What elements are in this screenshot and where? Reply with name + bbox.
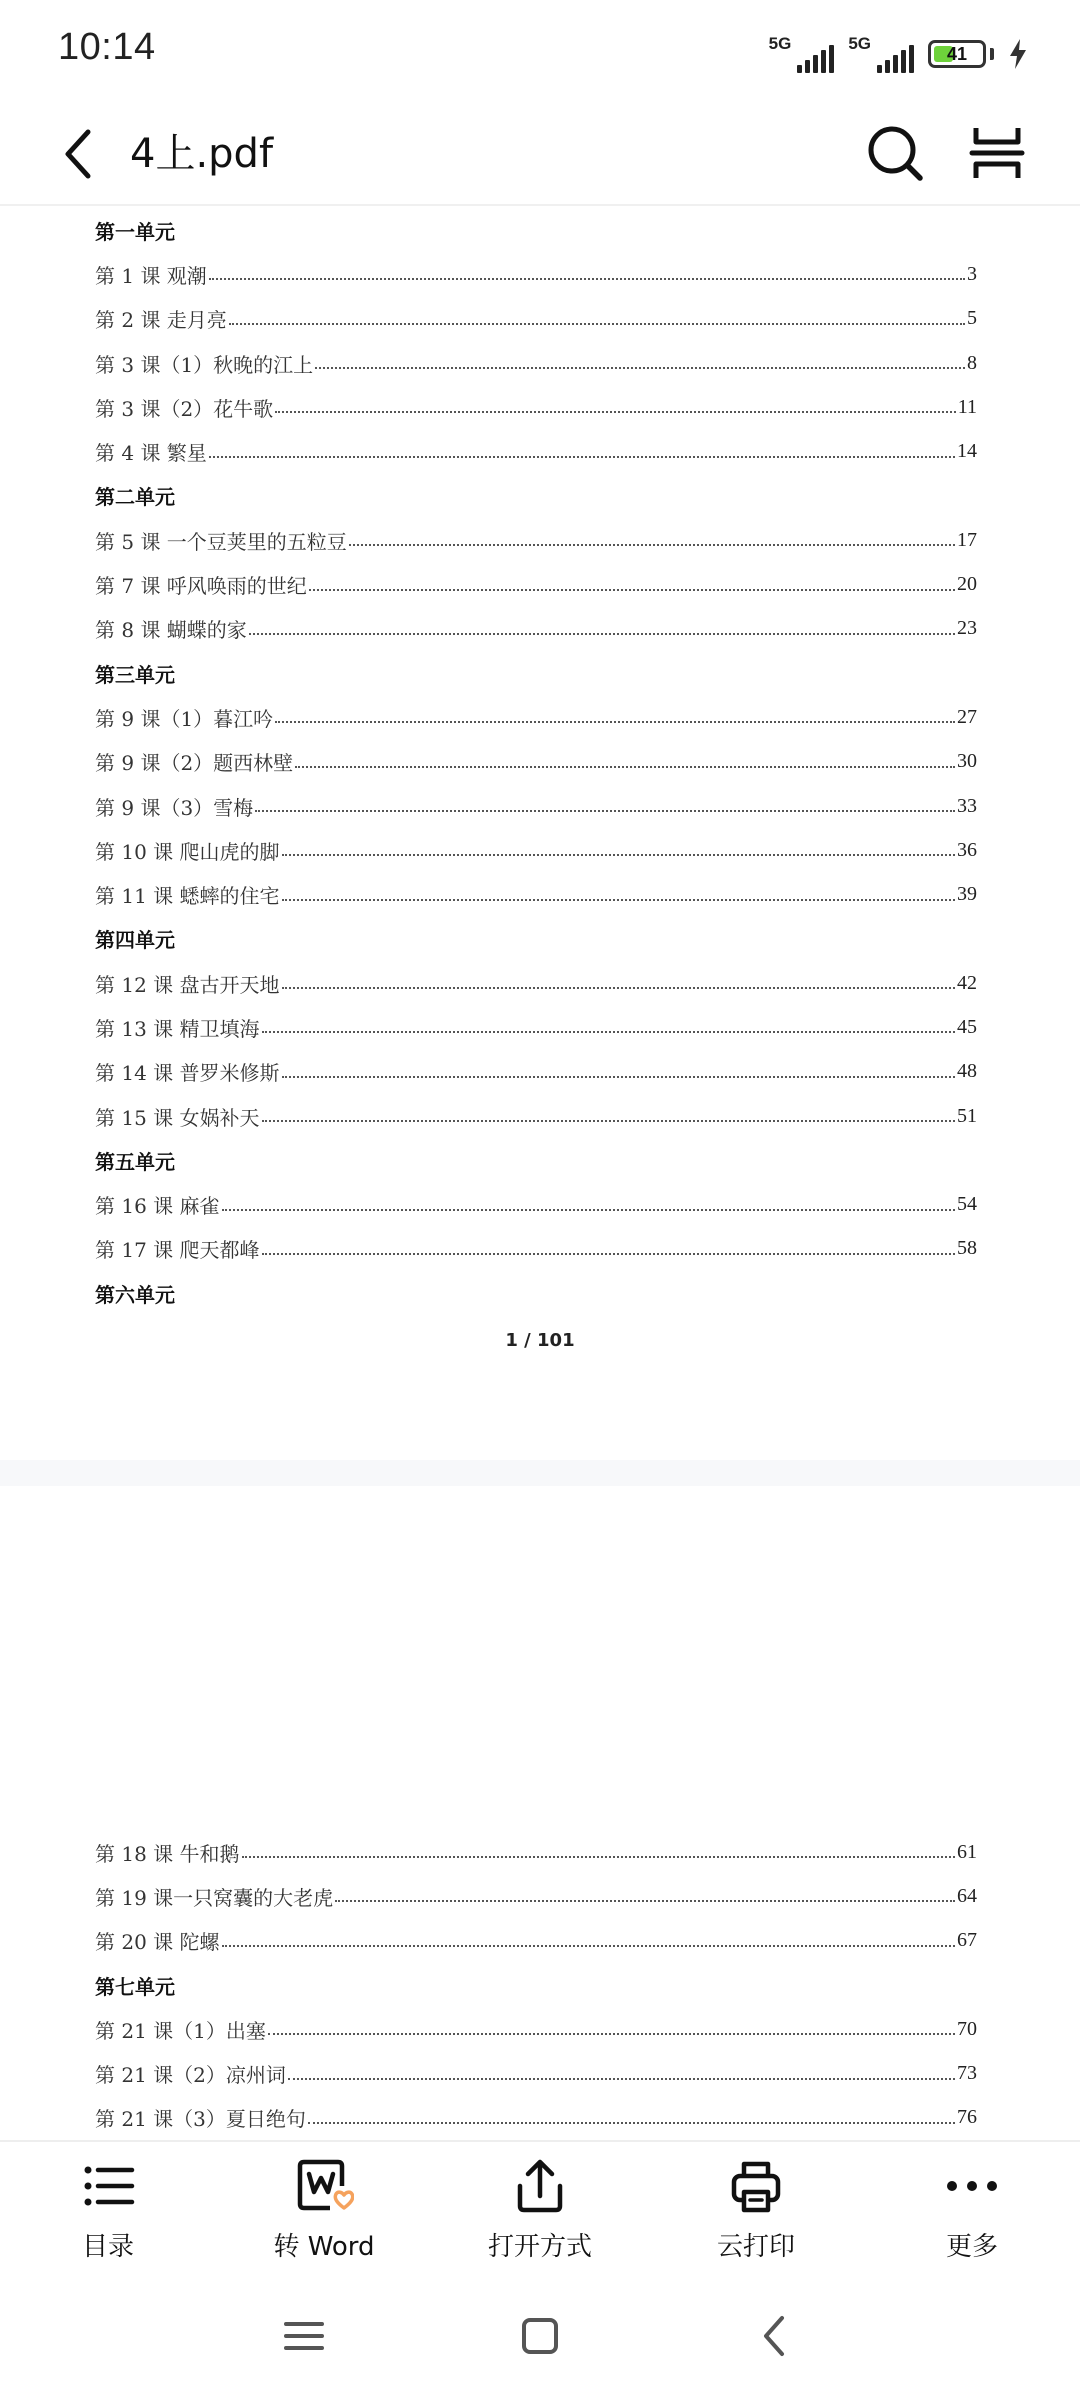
toc-page-number: 48 xyxy=(957,1060,977,1083)
toc-entry[interactable] xyxy=(95,2096,977,2140)
toc-entry[interactable] xyxy=(95,828,977,872)
toc-page-number: 61 xyxy=(957,1840,977,1863)
toc-entry-title: 第 10 课 爬山虎的脚 xyxy=(95,839,280,864)
document-title: 4上.pdf xyxy=(130,131,274,177)
toc-page-number: 73 xyxy=(957,2062,977,2085)
toc-entry-title: 第 9 课（1）暮江吟 xyxy=(95,706,274,731)
toc-page-number: 5 xyxy=(967,307,977,330)
toc-page-number: 58 xyxy=(957,1237,977,1260)
toc-entry-title: 第 21 课（2）凉州词 xyxy=(95,2063,286,2088)
toc-entry[interactable] xyxy=(95,1874,977,1918)
chevron-left-icon xyxy=(50,122,114,186)
table-of-contents xyxy=(95,1830,977,2140)
toc-entry-title: 第 8 课 蝴蝶的家 xyxy=(95,618,247,643)
toc-leader-dots xyxy=(282,899,955,901)
toc-leader-dots xyxy=(275,721,955,723)
bottom-toolbar xyxy=(0,2140,1080,2278)
toc-leader-dots xyxy=(309,589,955,591)
toc-entry-title: 第 21 课（3）夏日绝句 xyxy=(95,2107,306,2132)
toc-entry-title: 第 19 课一只窝囊的大老虎 xyxy=(95,1885,334,1910)
signal-icon xyxy=(848,35,914,73)
toc-leader-dots xyxy=(308,2122,955,2124)
toc-page-number: 64 xyxy=(957,1884,977,1907)
toc-entry[interactable] xyxy=(95,1227,977,1271)
toc-entry[interactable] xyxy=(95,1919,977,1963)
view-mode-button[interactable] xyxy=(962,118,1032,188)
toc-entry-title: 第 1 课 观潮 xyxy=(95,263,207,288)
toc-leader-dots xyxy=(242,1856,955,1858)
pdf-page xyxy=(0,1486,1080,2140)
toc-leader-dots xyxy=(222,1209,955,1211)
toc-entry-title: 第七单元 xyxy=(95,1974,175,1999)
toc-page-number: 76 xyxy=(957,2106,977,2129)
battery-tip xyxy=(990,48,994,60)
toc-page-number: 70 xyxy=(957,2017,977,2040)
toc-leader-dots xyxy=(209,456,955,458)
network-type-label: 5G xyxy=(848,34,871,53)
toc-leader-dots xyxy=(222,1945,955,1947)
toc-page-number: 67 xyxy=(957,1929,977,1952)
page-view-icon xyxy=(962,118,1032,188)
toc-leader-dots xyxy=(249,633,955,635)
home-button[interactable] xyxy=(510,2306,570,2366)
toc-entry-title: 第 7 课 呼风唤雨的世纪 xyxy=(95,574,307,599)
toc-entry-title: 第 16 课 麻雀 xyxy=(95,1194,220,1219)
toc-page-number: 45 xyxy=(957,1015,977,1038)
toc-page-number: 51 xyxy=(957,1104,977,1127)
toc-entry[interactable] xyxy=(95,740,977,784)
toc-leader-dots xyxy=(335,1900,955,1902)
toc-leader-dots xyxy=(349,544,955,546)
toc-entry[interactable] xyxy=(95,2007,977,2051)
toc-entry-title: 第二单元 xyxy=(95,485,175,510)
toc-leader-dots xyxy=(295,766,955,768)
toc-unit-heading xyxy=(95,1138,977,1182)
search-button[interactable] xyxy=(860,118,930,188)
toc-entry-title: 第 21 课（1）出塞 xyxy=(95,2018,266,2043)
status-bar xyxy=(0,0,1080,104)
toc-entry-title: 第五单元 xyxy=(95,1149,175,1174)
toc-entry-title: 第 17 课 爬天都峰 xyxy=(95,1238,260,1263)
toc-page-number: 3 xyxy=(967,262,977,285)
toc-entry-title: 第 15 课 女娲补天 xyxy=(95,1105,260,1130)
toc-page-number: 33 xyxy=(957,794,977,817)
toc-leader-dots xyxy=(282,854,955,856)
battery-level: 41 xyxy=(946,44,968,64)
toc-button[interactable] xyxy=(0,2142,216,2278)
toc-unit-heading xyxy=(95,917,977,961)
toc-entry-title: 第 11 课 蟋蟀的住宅 xyxy=(95,884,280,909)
system-navigation-bar xyxy=(0,2276,1080,2401)
toc-leader-dots xyxy=(262,1031,955,1033)
list-icon xyxy=(78,2156,138,2216)
toc-leader-dots xyxy=(275,411,956,413)
toc-entry-title: 第 13 课 精卫填海 xyxy=(95,1016,260,1041)
toc-entry[interactable] xyxy=(95,518,977,562)
toc-entry-title: 第一单元 xyxy=(95,219,175,244)
toc-unit-heading xyxy=(95,1963,977,2007)
toc-entry[interactable] xyxy=(95,695,977,739)
toc-entry-title: 第 20 课 陀螺 xyxy=(95,1930,220,1955)
toc-entry[interactable] xyxy=(95,1005,977,1049)
toc-leader-dots xyxy=(209,278,965,280)
toc-page-number: 27 xyxy=(957,705,977,728)
status-time: 10:14 xyxy=(58,26,156,68)
toc-entry-title: 第 9 课（2）题西林壁 xyxy=(95,751,294,776)
toc-leader-dots xyxy=(315,367,965,369)
toc-entry[interactable] xyxy=(95,385,977,429)
toc-entry[interactable] xyxy=(95,252,977,296)
toc-page-number: 42 xyxy=(957,971,977,994)
toc-unit-heading xyxy=(95,474,977,518)
menu-icon xyxy=(274,2306,334,2366)
toc-entry-title: 第 3 课（2）花牛歌 xyxy=(95,396,274,421)
toc-page-number: 20 xyxy=(957,573,977,596)
toc-entry[interactable] xyxy=(95,1094,977,1138)
toc-unit-heading xyxy=(95,651,977,695)
toc-entry[interactable] xyxy=(95,784,977,828)
home-square-icon xyxy=(510,2306,570,2366)
toc-leader-dots xyxy=(255,810,955,812)
toc-entry-title: 第 14 课 普罗米修斯 xyxy=(95,1061,280,1086)
toc-entry[interactable] xyxy=(95,872,977,916)
toc-page-number: 17 xyxy=(957,528,977,551)
battery-icon xyxy=(928,40,986,68)
word-convert-icon xyxy=(294,2156,354,2216)
to-word-label: 转 Word xyxy=(273,2232,375,2262)
toc-leader-dots xyxy=(282,987,955,989)
pdf-page xyxy=(0,206,1080,1460)
toc-entry[interactable] xyxy=(95,429,977,473)
toc-label: 目录 xyxy=(81,2232,134,2262)
toc-entry-title: 第四单元 xyxy=(95,928,175,953)
toc-entry[interactable] xyxy=(95,2051,977,2095)
search-icon xyxy=(860,118,930,188)
status-indicators xyxy=(769,34,1028,74)
system-back-button[interactable] xyxy=(746,2306,806,2366)
back-button[interactable] xyxy=(50,122,114,186)
to-word-button[interactable] xyxy=(216,2142,432,2278)
toc-entry-title: 第 4 课 繁星 xyxy=(95,441,207,466)
cloud-print-button[interactable] xyxy=(648,2142,864,2278)
toc-page-number: 39 xyxy=(957,883,977,906)
more-label: 更多 xyxy=(945,2232,998,2262)
toc-leader-dots xyxy=(268,2033,955,2035)
toc-leader-dots xyxy=(229,323,965,325)
toc-entry-title: 第 3 课（1）秋晚的江上 xyxy=(95,352,314,377)
toc-entry-title: 第 2 课 走月亮 xyxy=(95,308,227,333)
toc-entry[interactable] xyxy=(95,297,977,341)
toc-entry[interactable] xyxy=(95,341,977,385)
signal-icon xyxy=(769,35,835,73)
toc-leader-dots xyxy=(288,2078,955,2080)
network-type-label: 5G xyxy=(768,34,792,53)
toc-unit-heading xyxy=(95,208,977,252)
toc-page-number: 36 xyxy=(957,838,977,861)
toc-page-number: 30 xyxy=(957,750,977,773)
more-button[interactable] xyxy=(864,2142,1080,2278)
cloud-print-label: 云打印 xyxy=(716,2232,795,2262)
back-arrow-icon xyxy=(746,2306,806,2366)
open-with-button[interactable] xyxy=(432,2142,648,2278)
toc-entry[interactable] xyxy=(95,1050,977,1094)
toc-leader-dots xyxy=(262,1120,955,1122)
toc-unit-heading xyxy=(95,1271,977,1315)
toc-entry-title: 第 9 课（3）雪梅 xyxy=(95,795,254,820)
toc-page-number: 54 xyxy=(957,1193,977,1216)
toc-entry-title: 第 5 课 一个豆荚里的五粒豆 xyxy=(95,529,347,554)
toc-leader-dots xyxy=(282,1076,955,1078)
toc-page-number: 14 xyxy=(957,440,977,463)
toc-entry-title: 第三单元 xyxy=(95,662,175,687)
toc-entry[interactable] xyxy=(95,1183,977,1227)
recent-apps-button[interactable] xyxy=(274,2306,334,2366)
toc-entry-title: 第 18 课 牛和鹅 xyxy=(95,1841,240,1866)
toc-page-number: 23 xyxy=(957,617,977,640)
toc-entry[interactable] xyxy=(95,607,977,651)
toc-entry[interactable] xyxy=(95,961,977,1005)
toc-leader-dots xyxy=(262,1253,955,1255)
toc-entry-title: 第六单元 xyxy=(95,1282,175,1307)
share-icon xyxy=(510,2156,570,2216)
toc-entry[interactable] xyxy=(95,1830,977,1874)
toc-entry[interactable] xyxy=(95,562,977,606)
toc-page-number: 8 xyxy=(967,351,977,374)
toc-entry-title: 第 12 课 盘古开天地 xyxy=(95,972,280,997)
printer-icon xyxy=(726,2156,786,2216)
pdf-viewer[interactable] xyxy=(0,206,1080,2140)
toc-page-number: 11 xyxy=(957,395,977,418)
table-of-contents xyxy=(95,208,977,1315)
top-app-bar xyxy=(0,104,1080,206)
more-icon xyxy=(942,2156,1002,2216)
open-with-label: 打开方式 xyxy=(487,2232,592,2262)
charging-icon xyxy=(1008,38,1028,70)
page-indicator: 1 / 101 xyxy=(505,1330,575,1351)
